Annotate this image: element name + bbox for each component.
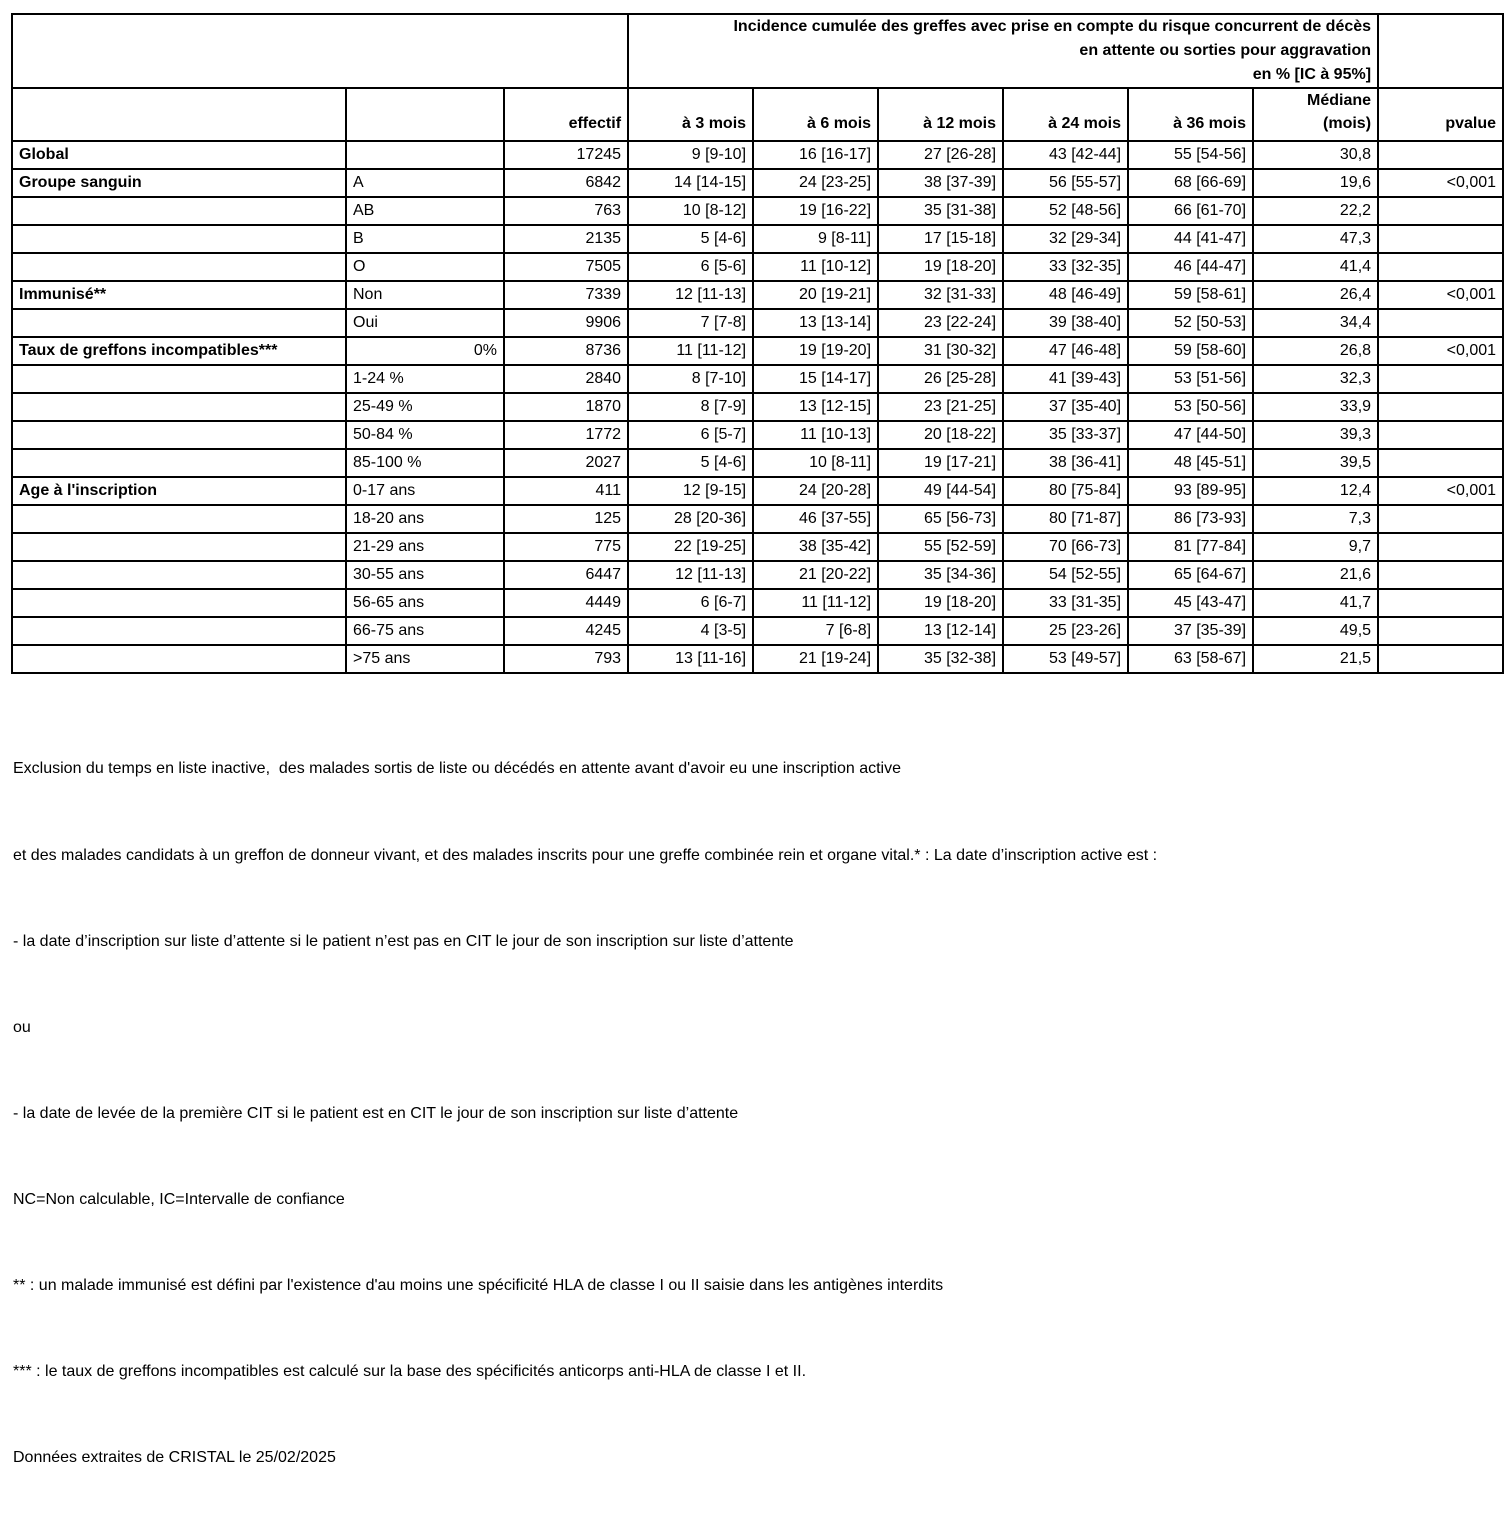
cell-mediane: 32,3	[1253, 365, 1378, 393]
cell-12-months: 20 [18-22]	[878, 421, 1003, 449]
cell-effectif: 7505	[504, 253, 628, 281]
cell-3-months: 28 [20-36]	[628, 505, 753, 533]
footnote-line-7: ** : un malade immunisé est défini par l'existence d'au moins une spécificité HLA de classe I ou II saisie dans les antigènes interdits	[13, 1277, 944, 1295]
cell-3-months: 6 [6-7]	[628, 589, 753, 617]
cell-subcategory: 50-84 %	[346, 421, 504, 449]
cell-mediane: 12,4	[1253, 477, 1378, 505]
cell-24-months: 47 [46-48]	[1003, 337, 1128, 365]
cell-effectif: 125	[504, 505, 628, 533]
cell-subcategory: 66-75 ans	[346, 617, 504, 645]
cell-6-months: 46 [37-55]	[753, 505, 878, 533]
cell-effectif: 17245	[504, 141, 628, 169]
cell-6-months: 24 [20-28]	[753, 477, 878, 505]
table-row	[12, 533, 1503, 561]
cell-36-months: 45 [43-47]	[1128, 589, 1253, 617]
cell-effectif: 2135	[504, 225, 628, 253]
cell-24-months: 39 [38-40]	[1003, 309, 1128, 337]
cell-group-label: Global	[12, 141, 346, 169]
cell-subcategory: 30-55 ans	[346, 561, 504, 589]
cell-12-months: 55 [52-59]	[878, 533, 1003, 561]
table-row	[12, 477, 1503, 505]
header-group-spacer	[12, 88, 346, 141]
cell-12-months: 65 [56-73]	[878, 505, 1003, 533]
cell-36-months: 59 [58-60]	[1128, 337, 1253, 365]
cell-mediane: 33,9	[1253, 393, 1378, 421]
cell-effectif: 2840	[504, 365, 628, 393]
cell-pvalue	[1378, 561, 1503, 589]
table-row	[12, 253, 1503, 281]
table-row	[12, 365, 1503, 393]
cell-3-months: 5 [4-6]	[628, 449, 753, 477]
cell-6-months: 11 [11-12]	[753, 589, 878, 617]
cell-3-months: 8 [7-10]	[628, 365, 753, 393]
cell-3-months: 14 [14-15]	[628, 169, 753, 197]
cell-6-months: 20 [19-21]	[753, 281, 878, 309]
cell-mediane: 26,8	[1253, 337, 1378, 365]
cell-24-months: 53 [49-57]	[1003, 645, 1128, 673]
footnote-line-2: et des malades candidats à un greffon de donneur vivant, et des malades inscrits pour une greffe combinée rein et organe vital.* : La date d’inscription active est :	[13, 846, 1158, 864]
cell-group-label	[12, 309, 346, 337]
cell-36-months: 66 [61-70]	[1128, 197, 1253, 225]
header-mediane-line-1: Médiane	[1307, 92, 1372, 109]
cell-group-label	[12, 505, 346, 533]
cell-group-label	[12, 533, 346, 561]
header-effectif: effectif	[504, 88, 628, 141]
cell-mediane: 49,5	[1253, 617, 1378, 645]
cell-12-months: 17 [15-18]	[878, 225, 1003, 253]
cell-6-months: 24 [23-25]	[753, 169, 878, 197]
cell-subcategory: 85-100 %	[346, 449, 504, 477]
cell-pvalue	[1378, 617, 1503, 645]
cell-3-months: 12 [11-13]	[628, 561, 753, 589]
cell-subcategory: 18-20 ans	[346, 505, 504, 533]
cell-group-label	[12, 449, 346, 477]
cell-mediane: 47,3	[1253, 225, 1378, 253]
cell-pvalue: <0,001	[1378, 281, 1503, 309]
cell-3-months: 5 [4-6]	[628, 225, 753, 253]
column-header-row	[12, 88, 1503, 141]
footnote-line-4: ou	[13, 1018, 31, 1036]
table-row	[12, 589, 1503, 617]
footnote-line-9: Données extraites de CRISTAL le 25/02/2025	[13, 1449, 336, 1467]
table-row	[12, 309, 1503, 337]
cell-6-months: 7 [6-8]	[753, 617, 878, 645]
cell-24-months: 80 [75-84]	[1003, 477, 1128, 505]
cell-36-months: 44 [41-47]	[1128, 225, 1253, 253]
cell-effectif: 1772	[504, 421, 628, 449]
table-row	[12, 449, 1503, 477]
cell-mediane: 41,4	[1253, 253, 1378, 281]
cell-12-months: 23 [22-24]	[878, 309, 1003, 337]
cell-subcategory: 21-29 ans	[346, 533, 504, 561]
cell-effectif: 4449	[504, 589, 628, 617]
cell-36-months: 63 [58-67]	[1128, 645, 1253, 673]
cell-mediane: 39,3	[1253, 421, 1378, 449]
cell-3-months: 9 [9-10]	[628, 141, 753, 169]
cell-mediane: 9,7	[1253, 533, 1378, 561]
table-row	[12, 225, 1503, 253]
header-3-months: à 3 mois	[628, 88, 753, 141]
table-row	[12, 421, 1503, 449]
cell-36-months: 52 [50-53]	[1128, 309, 1253, 337]
cell-36-months: 93 [89-95]	[1128, 477, 1253, 505]
cell-pvalue	[1378, 393, 1503, 421]
cell-3-months: 4 [3-5]	[628, 617, 753, 645]
cell-pvalue: <0,001	[1378, 477, 1503, 505]
cell-group-label	[12, 393, 346, 421]
cell-effectif: 1870	[504, 393, 628, 421]
cell-mediane: 7,3	[1253, 505, 1378, 533]
cell-pvalue	[1378, 197, 1503, 225]
cell-12-months: 35 [34-36]	[878, 561, 1003, 589]
cell-mediane: 41,7	[1253, 589, 1378, 617]
cell-group-label	[12, 561, 346, 589]
cell-pvalue	[1378, 645, 1503, 673]
cell-12-months: 19 [18-20]	[878, 253, 1003, 281]
cell-3-months: 7 [7-8]	[628, 309, 753, 337]
table-body	[12, 141, 1503, 673]
cell-24-months: 54 [52-55]	[1003, 561, 1128, 589]
cell-subcategory: 25-49 %	[346, 393, 504, 421]
table-row	[12, 505, 1503, 533]
cell-subcategory: B	[346, 225, 504, 253]
cell-pvalue	[1378, 505, 1503, 533]
cell-36-months: 37 [35-39]	[1128, 617, 1253, 645]
cell-effectif: 6842	[504, 169, 628, 197]
cell-6-months: 21 [19-24]	[753, 645, 878, 673]
header-pvalue: pvalue	[1378, 88, 1503, 141]
cell-subcategory: >75 ans	[346, 645, 504, 673]
cell-36-months: 46 [44-47]	[1128, 253, 1253, 281]
table-title-line-3: en % [IC à 95%]	[1252, 66, 1372, 83]
cell-12-months: 19 [17-21]	[878, 449, 1003, 477]
cell-3-months: 22 [19-25]	[628, 533, 753, 561]
footnote-line-6: NC=Non calculable, IC=Intervalle de confiance	[13, 1190, 345, 1208]
cell-36-months: 86 [73-93]	[1128, 505, 1253, 533]
cell-pvalue	[1378, 449, 1503, 477]
cell-24-months: 43 [42-44]	[1003, 141, 1128, 169]
cell-3-months: 8 [7-9]	[628, 393, 753, 421]
cell-12-months: 27 [26-28]	[878, 141, 1003, 169]
cell-pvalue	[1378, 365, 1503, 393]
table-row	[12, 169, 1503, 197]
cell-group-label	[12, 645, 346, 673]
cell-36-months: 47 [44-50]	[1128, 421, 1253, 449]
cell-12-months: 26 [25-28]	[878, 365, 1003, 393]
cell-36-months: 55 [54-56]	[1128, 141, 1253, 169]
cell-24-months: 41 [39-43]	[1003, 365, 1128, 393]
cell-group-label	[12, 617, 346, 645]
cell-effectif: 4245	[504, 617, 628, 645]
cell-24-months: 56 [55-57]	[1003, 169, 1128, 197]
table-title-line-2: en attente ou sorties pour aggravation	[1079, 42, 1372, 59]
cell-group-label: Taux de greffons incompatibles***	[12, 337, 346, 365]
cell-36-months: 59 [58-61]	[1128, 281, 1253, 309]
header-mediane-line-2: (mois)	[1323, 115, 1372, 132]
cell-36-months: 48 [45-51]	[1128, 449, 1253, 477]
header-mediane	[1253, 88, 1378, 141]
cell-mediane: 19,6	[1253, 169, 1378, 197]
cell-12-months: 31 [30-32]	[878, 337, 1003, 365]
cell-6-months: 9 [8-11]	[753, 225, 878, 253]
cell-12-months: 38 [37-39]	[878, 169, 1003, 197]
footnote-line-3: - la date d’inscription sur liste d’attente si le patient n’est pas en CIT le jour de son inscription sur liste d’attente	[13, 932, 794, 950]
cell-24-months: 32 [29-34]	[1003, 225, 1128, 253]
cell-3-months: 12 [11-13]	[628, 281, 753, 309]
cell-pvalue	[1378, 225, 1503, 253]
incidence-table	[11, 13, 1504, 674]
cell-subcategory: 56-65 ans	[346, 589, 504, 617]
span-header-row	[12, 14, 1503, 88]
cell-effectif: 411	[504, 477, 628, 505]
cell-6-months: 10 [8-11]	[753, 449, 878, 477]
cell-3-months: 6 [5-7]	[628, 421, 753, 449]
footnotes	[13, 698, 1503, 1530]
cell-subcategory: Non	[346, 281, 504, 309]
cell-24-months: 35 [33-37]	[1003, 421, 1128, 449]
cell-subcategory: Oui	[346, 309, 504, 337]
cell-effectif: 2027	[504, 449, 628, 477]
cell-subcategory: 0%	[346, 337, 504, 365]
table-row	[12, 561, 1503, 589]
cell-group-label	[12, 197, 346, 225]
cell-effectif: 7339	[504, 281, 628, 309]
cell-36-months: 65 [64-67]	[1128, 561, 1253, 589]
cell-subcategory: 1-24 %	[346, 365, 504, 393]
cell-24-months: 38 [36-41]	[1003, 449, 1128, 477]
cell-pvalue: <0,001	[1378, 337, 1503, 365]
cell-6-months: 19 [16-22]	[753, 197, 878, 225]
footnote-line-5: - la date de levée de la première CIT si le patient est en CIT le jour de son inscription sur liste d’attente	[13, 1104, 739, 1122]
cell-6-months: 15 [14-17]	[753, 365, 878, 393]
cell-group-label: Age à l'inscription	[12, 477, 346, 505]
cell-pvalue	[1378, 253, 1503, 281]
cell-group-label	[12, 253, 346, 281]
table-row	[12, 645, 1503, 673]
cell-6-months: 11 [10-13]	[753, 421, 878, 449]
cell-effectif: 793	[504, 645, 628, 673]
cell-mediane: 21,5	[1253, 645, 1378, 673]
cell-pvalue	[1378, 589, 1503, 617]
cell-group-label	[12, 225, 346, 253]
cell-group-label: Groupe sanguin	[12, 169, 346, 197]
cell-mediane: 30,8	[1253, 141, 1378, 169]
cell-12-months: 35 [31-38]	[878, 197, 1003, 225]
cell-pvalue	[1378, 309, 1503, 337]
cell-effectif: 9906	[504, 309, 628, 337]
cell-12-months: 35 [32-38]	[878, 645, 1003, 673]
cell-36-months: 53 [51-56]	[1128, 365, 1253, 393]
table-row	[12, 617, 1503, 645]
cell-effectif: 6447	[504, 561, 628, 589]
cell-12-months: 49 [44-54]	[878, 477, 1003, 505]
cell-24-months: 33 [32-35]	[1003, 253, 1128, 281]
table-row	[12, 197, 1503, 225]
cell-12-months: 32 [31-33]	[878, 281, 1003, 309]
cell-mediane: 34,4	[1253, 309, 1378, 337]
cell-3-months: 12 [9-15]	[628, 477, 753, 505]
cell-mediane: 26,4	[1253, 281, 1378, 309]
cell-24-months: 37 [35-40]	[1003, 393, 1128, 421]
cell-subcategory: O	[346, 253, 504, 281]
cell-group-label	[12, 421, 346, 449]
table-row	[12, 141, 1503, 169]
cell-3-months: 13 [11-16]	[628, 645, 753, 673]
cell-pvalue	[1378, 533, 1503, 561]
cell-group-label	[12, 589, 346, 617]
cell-effectif: 775	[504, 533, 628, 561]
cell-6-months: 38 [35-42]	[753, 533, 878, 561]
cell-3-months: 6 [5-6]	[628, 253, 753, 281]
cell-effectif: 763	[504, 197, 628, 225]
cell-3-months: 10 [8-12]	[628, 197, 753, 225]
cell-6-months: 13 [13-14]	[753, 309, 878, 337]
span-header-pvalue-spacer	[1378, 14, 1503, 88]
cell-mediane: 21,6	[1253, 561, 1378, 589]
cell-subcategory: A	[346, 169, 504, 197]
report-page	[11, 13, 1503, 1530]
cell-6-months: 21 [20-22]	[753, 561, 878, 589]
cell-6-months: 19 [19-20]	[753, 337, 878, 365]
table-title-line-1: Incidence cumulée des greffes avec prise en compte du risque concurrent de décès	[733, 18, 1372, 35]
cell-36-months: 81 [77-84]	[1128, 533, 1253, 561]
span-header-spacer	[12, 14, 628, 88]
cell-24-months: 52 [48-56]	[1003, 197, 1128, 225]
cell-24-months: 33 [31-35]	[1003, 589, 1128, 617]
cell-6-months: 13 [12-15]	[753, 393, 878, 421]
cell-24-months: 48 [46-49]	[1003, 281, 1128, 309]
header-36-months: à 36 mois	[1128, 88, 1253, 141]
table-row	[12, 393, 1503, 421]
cell-12-months: 23 [21-25]	[878, 393, 1003, 421]
header-24-months: à 24 mois	[1003, 88, 1128, 141]
cell-3-months: 11 [11-12]	[628, 337, 753, 365]
cell-24-months: 25 [23-26]	[1003, 617, 1128, 645]
cell-pvalue	[1378, 141, 1503, 169]
footnote-line-1: Exclusion du temps en liste inactive, des malades sortis de liste ou décédés en attente avant d'avoir eu une inscription active	[13, 760, 901, 778]
cell-mediane: 39,5	[1253, 449, 1378, 477]
cell-subcategory	[346, 141, 504, 169]
cell-mediane: 22,2	[1253, 197, 1378, 225]
cell-24-months: 70 [66-73]	[1003, 533, 1128, 561]
cell-pvalue: <0,001	[1378, 169, 1503, 197]
cell-group-label	[12, 365, 346, 393]
cell-6-months: 11 [10-12]	[753, 253, 878, 281]
cell-subcategory: AB	[346, 197, 504, 225]
cell-6-months: 16 [16-17]	[753, 141, 878, 169]
cell-24-months: 80 [71-87]	[1003, 505, 1128, 533]
cell-36-months: 53 [50-56]	[1128, 393, 1253, 421]
cell-12-months: 19 [18-20]	[878, 589, 1003, 617]
cell-subcategory: 0-17 ans	[346, 477, 504, 505]
cell-pvalue	[1378, 421, 1503, 449]
footnote-line-8: *** : le taux de greffons incompatibles est calculé sur la base des spécificités anticorps anti-HLA de classe I et II.	[13, 1363, 807, 1381]
table-title	[628, 14, 1378, 88]
table-row	[12, 281, 1503, 309]
header-subcategory-spacer	[346, 88, 504, 141]
cell-group-label: Immunisé**	[12, 281, 346, 309]
cell-effectif: 8736	[504, 337, 628, 365]
cell-36-months: 68 [66-69]	[1128, 169, 1253, 197]
cell-12-months: 13 [12-14]	[878, 617, 1003, 645]
header-12-months: à 12 mois	[878, 88, 1003, 141]
header-6-months: à 6 mois	[753, 88, 878, 141]
table-row	[12, 337, 1503, 365]
